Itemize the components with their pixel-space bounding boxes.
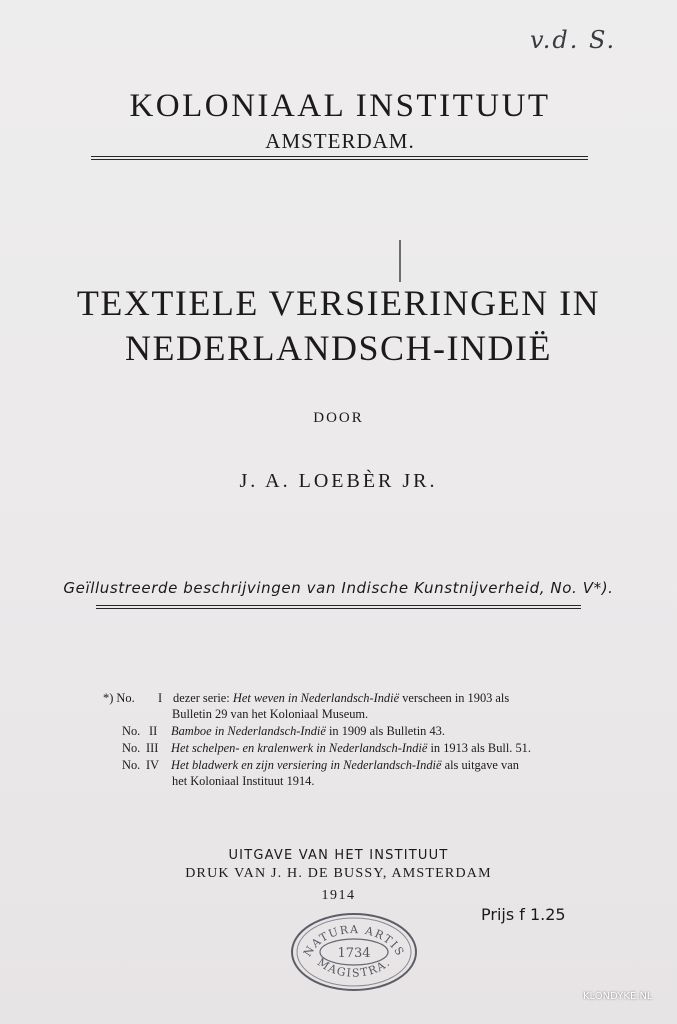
footnote-rest: in 1913 als Bull. 51. [430, 741, 531, 755]
footnote-marker: *) No. [103, 691, 135, 705]
footnote-text [171, 723, 445, 739]
handwritten-annotation: v.d. S. [530, 26, 617, 54]
footnote-marker: No. [122, 758, 141, 772]
footnote-text [171, 740, 531, 756]
footnote-title: Het schelpen- en kralenwerk in Nederlandsch-Indië [171, 741, 428, 755]
watermark: KLONDYKE.NL [583, 991, 653, 1002]
pencil-mark [399, 240, 401, 282]
stamp-center-text: 1734 [337, 946, 371, 961]
footnote-marker: No. [122, 724, 141, 738]
footnote-rest: in 1909 als Bulletin 43. [328, 724, 445, 738]
footnote-marker: No. [122, 741, 141, 755]
footnote-number: III [146, 741, 159, 755]
price-label: Prijs f 1.25 [481, 905, 566, 924]
title-line-2: NEDERLANDSCH-INDIË [125, 328, 552, 368]
footnote-text [171, 757, 519, 773]
institute-city: AMSTERDAM. [265, 129, 415, 153]
footnote-rest: verscheen in 1903 als [402, 691, 510, 705]
footnote-text [173, 690, 509, 706]
footnote-continuation: Bulletin 29 van het Koloniaal Museum. [172, 707, 369, 721]
footnote-continuation: het Koloniaal Instituut 1914. [172, 774, 315, 788]
header-rule-lower [91, 159, 588, 160]
publisher-line: UITGAVE VAN HET INSTITUUT [228, 848, 449, 863]
byline-door: DOOR [313, 410, 364, 426]
institute-name: KOLONIAAL INSTITUUT [129, 88, 551, 124]
footnote-title: Het bladwerk en zijn versiering in Nederlandsch-Indië [171, 758, 442, 772]
title-line-1: TEXTIELE VERSIERINGEN IN [76, 283, 601, 323]
footnote-number: I [158, 691, 163, 705]
footnote-title: Bamboe in Nederlandsch-Indië [171, 724, 326, 738]
author-name: J. A. LOEBÈR JR. [239, 470, 438, 492]
footnote-number: IV [146, 758, 160, 772]
series-rule-upper [96, 605, 581, 606]
stamp-bottom-text: MAGISTRA. [314, 955, 394, 980]
printer-line: DRUK VAN J. H. DE BUSSY, AMSTERDAM [185, 866, 492, 881]
stamp-top-text: NATURA ARTIS [300, 922, 408, 959]
library-stamp [287, 910, 421, 994]
footnote-title: Het weven in Nederlandsch-Indië [232, 691, 400, 705]
header-rule-upper [91, 156, 588, 157]
footnote-rest: als uitgave van [444, 758, 519, 772]
footnote-number: II [149, 724, 158, 738]
series-note: Geïllustreerde beschrijvingen van Indische Kunstnijverheid, No. V*). [63, 579, 614, 597]
series-rule-lower [96, 608, 581, 609]
footnote-prefix: dezer serie: [173, 691, 230, 705]
publication-year: 1914 [321, 888, 356, 903]
